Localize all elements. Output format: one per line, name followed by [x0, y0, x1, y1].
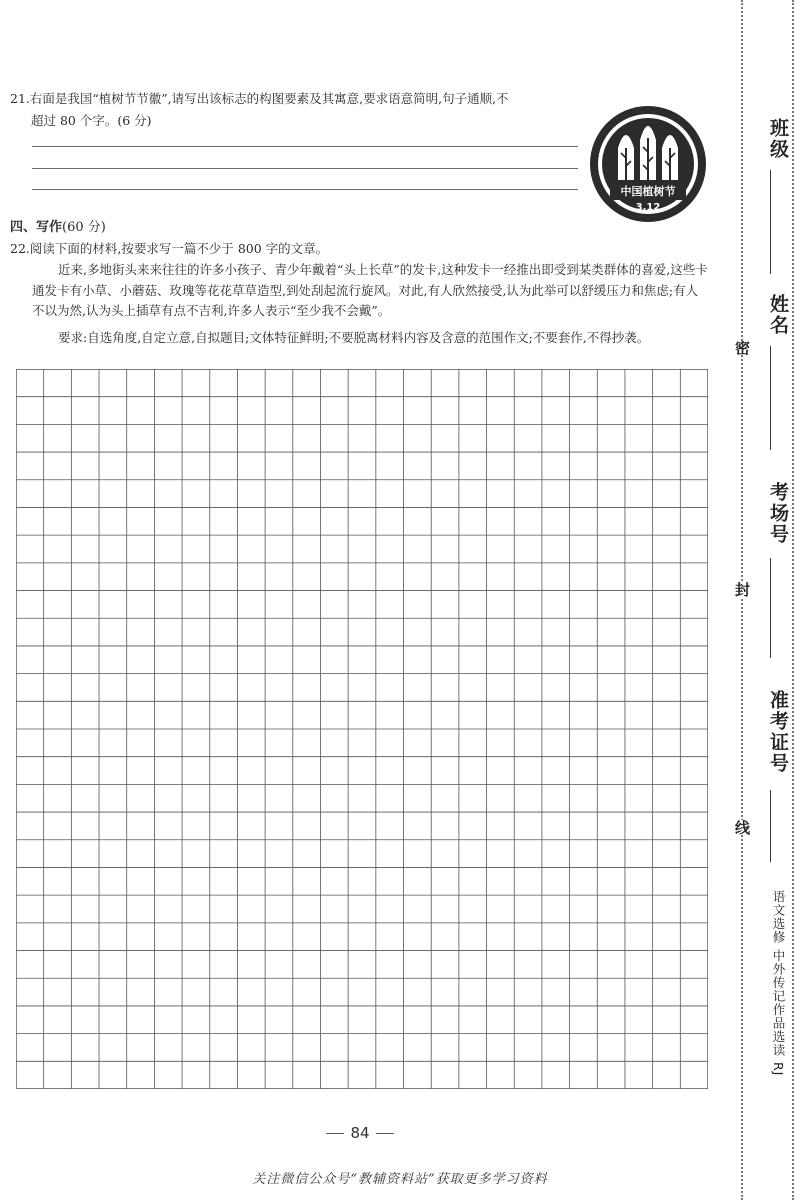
exam-room-label: 考场号: [767, 482, 789, 545]
question-21-line2: 超过 80 个字。(6 分): [31, 113, 152, 128]
ticket-number-label: 准考证号: [767, 690, 789, 774]
seal-xian: 线: [733, 820, 751, 835]
footer-note: 关注微信公众号“教辅资料站”获取更多学习资料: [252, 1172, 548, 1187]
emblem-date: 3.12: [635, 202, 661, 213]
answer-line[interactable]: [32, 168, 578, 169]
material-text: 近来,多地街头来来往往的许多小孩子、青少年戴着“头上长草”的发卡,这种发卡一经推出即受到某类群体的喜爱,这些卡通发卡有小草、小蘑菇、玫瑰等花花草草造型,到处刮起流行旋风。对此,有人欣然接受,认为此举可以舒缓压力和焦虑;有人不以为然,认为头上插草有点不吉利,许多人表示“至少我不会戴”。: [32, 262, 708, 318]
ticket-number-fill-line[interactable]: [770, 790, 771, 862]
name-fill-line[interactable]: [770, 346, 771, 450]
section-4-score: (60 分): [62, 220, 106, 235]
answer-line[interactable]: [32, 146, 578, 147]
dash-left: [326, 1133, 344, 1134]
question-22-prompt: 22.阅读下面的材料,按要求写一篇不少于 800 字的文章。: [10, 241, 329, 256]
name-label: 姓名: [767, 294, 789, 336]
class-label: 班级: [767, 118, 789, 160]
exam-room-fill-line[interactable]: [770, 558, 771, 658]
answer-lines[interactable]: [32, 146, 578, 211]
page-number-text: 84: [350, 1124, 370, 1142]
question-21: [10, 88, 580, 132]
seal-dotted-line: [741, 0, 743, 1200]
answer-line[interactable]: [32, 189, 578, 190]
dash-right: [376, 1133, 394, 1134]
requirements-text: 要求:自选角度,自定立意,自拟题目;文体特征鲜明;不要脱离材料内容及含意的范围作文;不要套作,不得抄袭。: [58, 329, 650, 345]
section-4-title: [10, 216, 106, 235]
edge-dotted-line: [792, 0, 794, 1200]
seal-feng: 封: [733, 582, 751, 597]
essay-writing-grid[interactable]: [16, 369, 708, 1089]
section-4-heading: 四、写作: [10, 220, 63, 235]
page-number: [0, 1124, 720, 1142]
question-22-material: [32, 260, 708, 348]
seal-mi: 密: [733, 340, 751, 355]
book-title: 语文选修 中外传记作品选读 RJ: [771, 890, 786, 1077]
arbor-day-emblem: [588, 104, 708, 224]
emblem-name: 中国植树节: [620, 185, 676, 198]
question-21-line1: 21.右面是我国“植树节节徽”,请写出该标志的构图要素及其寓意,要求语意简明,句子通顺,不: [10, 91, 509, 106]
class-fill-line[interactable]: [770, 170, 771, 274]
